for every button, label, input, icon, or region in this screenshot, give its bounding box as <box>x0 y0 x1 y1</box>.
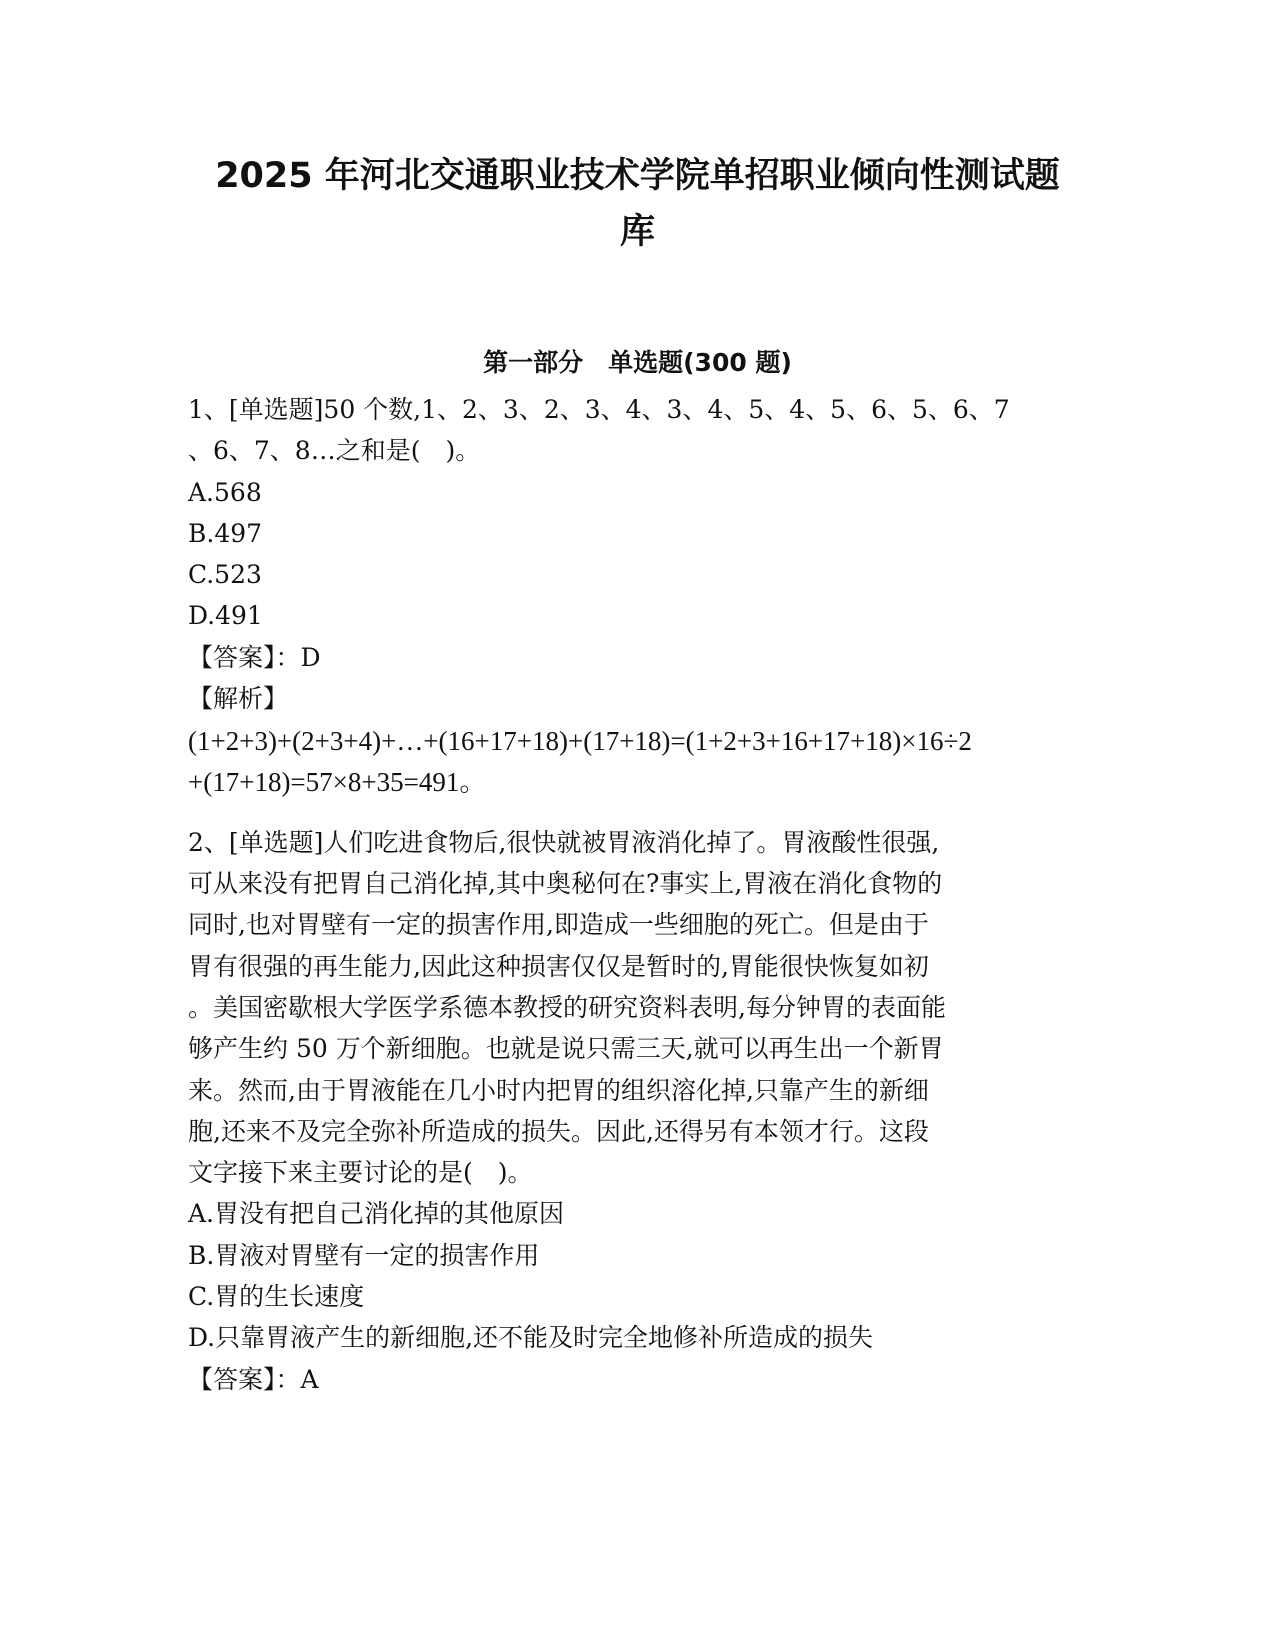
question-1-analysis-line-1: (1+2+3)+(2+3+4)+…+(16+17+18)+(17+18)=(1+2+3+16+17+18)×16÷2 <box>188 726 972 756</box>
question-2-stem-line-6: 够产生约 50 万个新细胞。也就是说只需三天,就可以再生出一个新胃 <box>188 1034 944 1063</box>
question-2-stem-line-5: 。美国密歇根大学医学系德本教授的研究资料表明,每分钟胃的表面能 <box>188 993 946 1022</box>
question-2-option-b: B.胃液对胃壁有一定的损害作用 <box>188 1241 540 1270</box>
question-1-stem-line-2: 、6、7、8…之和是( )。 <box>188 436 481 465</box>
question-1-option-b: B.497 <box>188 519 263 548</box>
question-1-option-d: D.491 <box>188 601 263 630</box>
question-1-option-a: A.568 <box>188 478 262 507</box>
question-1-analysis-line-2: +(17+18)=57×8+35=491。 <box>188 767 487 797</box>
question-2-stem-line-1: 2、[单选题]人们吃进食物后,很快就被胃液消化掉了。胃液酸性很强, <box>188 828 940 857</box>
question-1-stem-line-1: 1、[单选题]50 个数,1、2、3、2、3、4、3、4、5、4、5、6、5、6、7 <box>188 395 1010 424</box>
question-2-stem-line-2: 可从来没有把胃自己消化掉,其中奥秘何在?事实上,胃液在消化食物的 <box>188 869 943 898</box>
question-2-stem-line-7: 来。然而,由于胃液能在几小时内把胃的组织溶化掉,只靠产生的新细 <box>188 1076 929 1105</box>
question-2-stem-line-8: 胞,还来不及完全弥补所造成的损失。因此,还得另有本领才行。这段 <box>188 1117 929 1146</box>
question-1-option-c: C.523 <box>188 560 262 589</box>
document-title-line-1: 2025 年河北交通职业技术学院单招职业倾向性测试题 <box>215 156 1060 196</box>
section-heading: 第一部分 单选题(300 题) <box>483 348 792 377</box>
question-2-option-c: C.胃的生长速度 <box>188 1282 365 1311</box>
question-1-analysis-label: 【解析】 <box>188 684 289 713</box>
question-2-option-d: D.只靠胃液产生的新细胞,还不能及时完全地修补所造成的损失 <box>188 1323 874 1352</box>
question-2-stem-line-4: 胃有很强的再生能力,因此这种损害仅仅是暂时的,胃能很快恢复如初 <box>188 952 929 981</box>
question-2-stem-line-3: 同时,也对胃壁有一定的损害作用,即造成一些细胞的死亡。但是由于 <box>188 910 929 939</box>
question-1-answer: 【答案】：D <box>188 643 321 672</box>
question-2-stem-line-9: 文字接下来主要讨论的是( )。 <box>188 1158 533 1187</box>
document-title-line-2: 库 <box>619 212 655 252</box>
question-2-answer: 【答案】：A <box>188 1365 319 1394</box>
question-2-option-a: A.胃没有把自己消化掉的其他原因 <box>188 1199 565 1228</box>
